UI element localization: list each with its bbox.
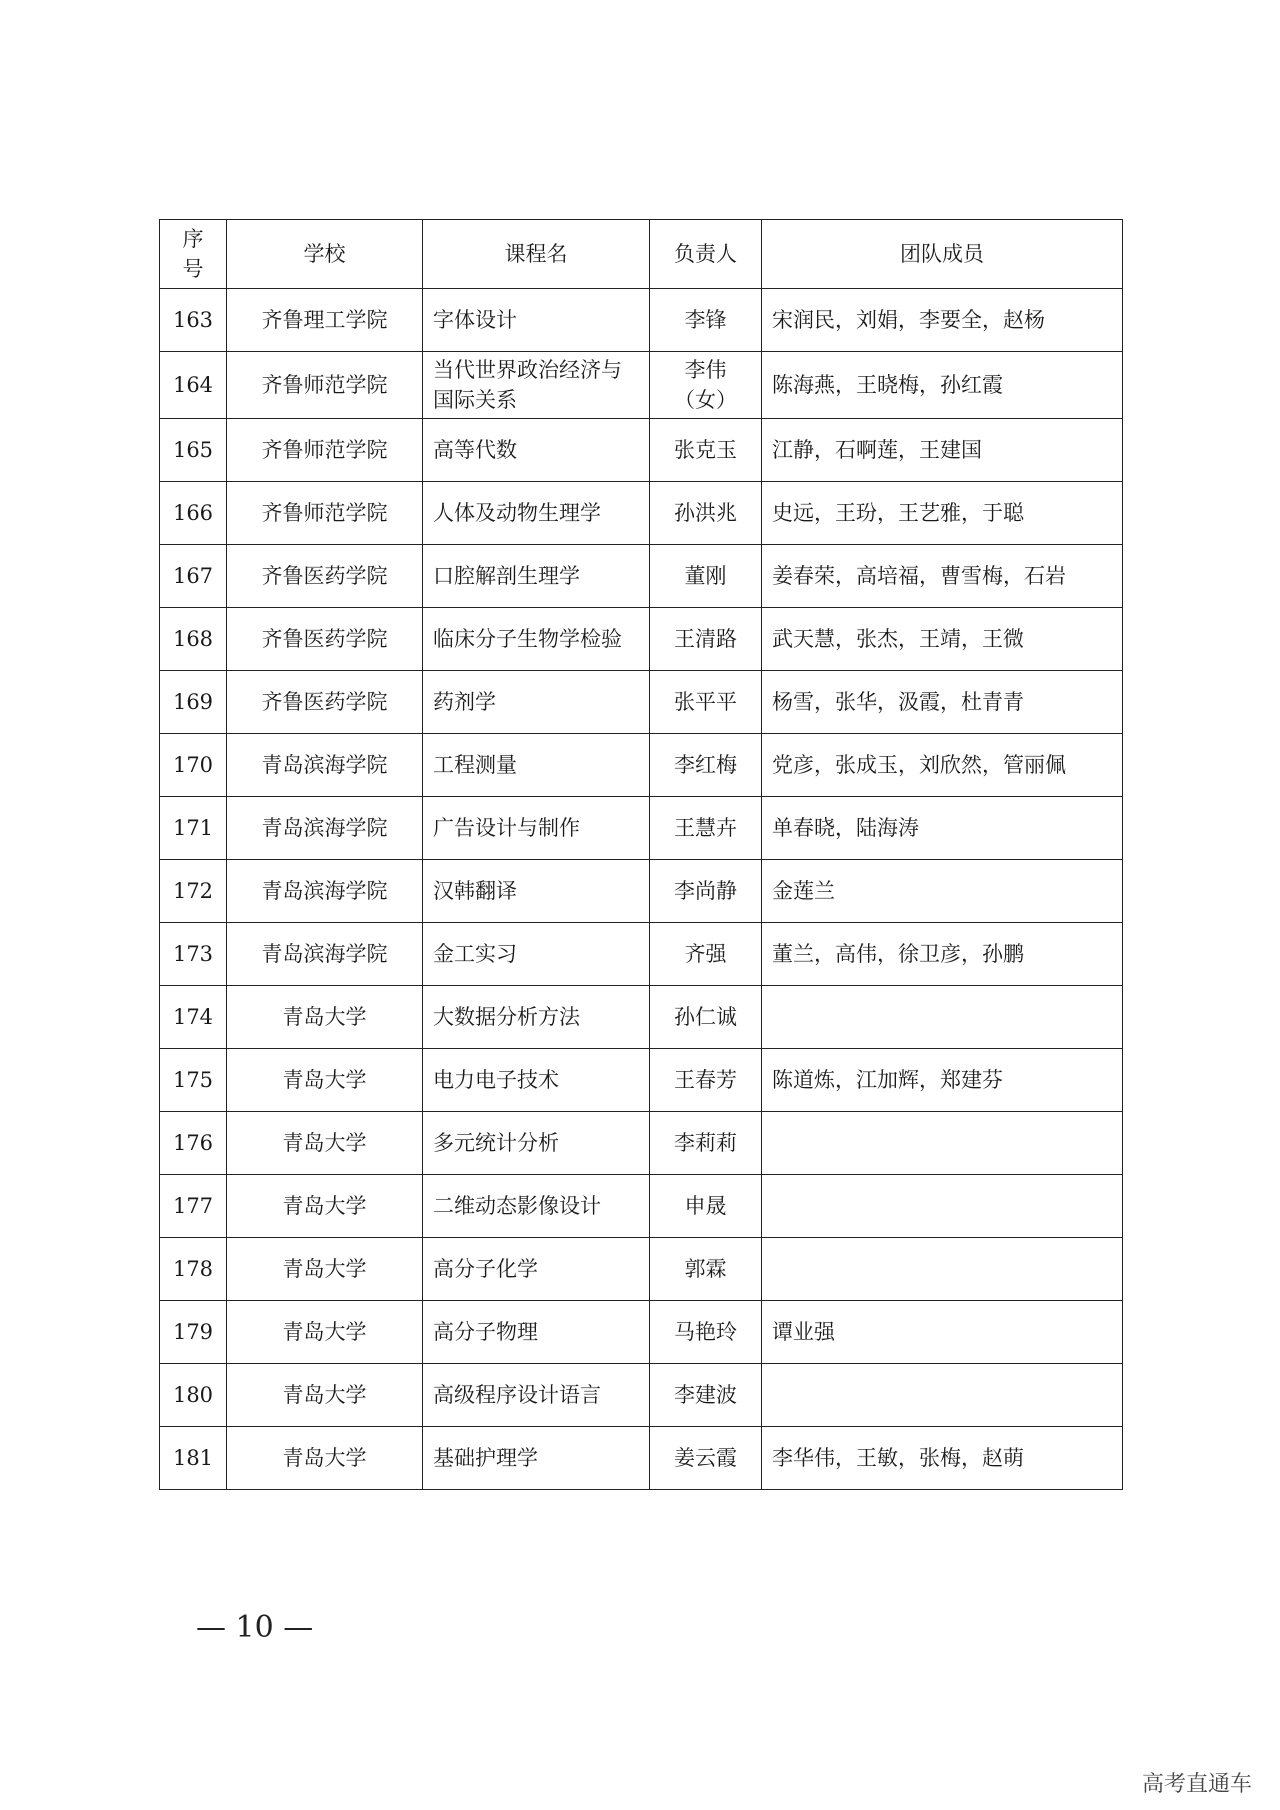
cell-school: 青岛大学 — [227, 1175, 423, 1238]
cell-school: 青岛大学 — [227, 1238, 423, 1301]
cell-school: 齐鲁师范学院 — [227, 482, 423, 545]
cell-no: 172 — [160, 860, 227, 923]
cell-course: 电力电子技术 — [423, 1049, 650, 1112]
cell-lead: 郭霖 — [650, 1238, 762, 1301]
cell-team: 武天慧，张杰，王靖，王微 — [762, 608, 1123, 671]
cell-school: 青岛滨海学院 — [227, 860, 423, 923]
cell-school: 齐鲁师范学院 — [227, 419, 423, 482]
cell-course: 临床分子生物学检验 — [423, 608, 650, 671]
table-row — [160, 734, 1123, 797]
cell-school: 青岛大学 — [227, 1364, 423, 1427]
cell-team: 董兰，高伟，徐卫彦，孙鹏 — [762, 923, 1123, 986]
cell-school: 青岛滨海学院 — [227, 923, 423, 986]
cell-no: 169 — [160, 671, 227, 734]
cell-school: 青岛滨海学院 — [227, 797, 423, 860]
cell-course: 金工实习 — [423, 923, 650, 986]
cell-team — [762, 1175, 1123, 1238]
cell-lead: 王春芳 — [650, 1049, 762, 1112]
cell-no: 180 — [160, 1364, 227, 1427]
table-row — [160, 419, 1123, 482]
table-row — [160, 860, 1123, 923]
cell-team: 江静，石啊莲，王建国 — [762, 419, 1123, 482]
table-row — [160, 289, 1123, 352]
cell-course: 人体及动物生理学 — [423, 482, 650, 545]
table-row — [160, 671, 1123, 734]
table-row — [160, 1427, 1123, 1490]
cell-no: 174 — [160, 986, 227, 1049]
cell-lead: 马艳玲 — [650, 1301, 762, 1364]
cell-lead: 李莉莉 — [650, 1112, 762, 1175]
table-row — [160, 482, 1123, 545]
cell-no: 164 — [160, 352, 227, 419]
cell-no: 163 — [160, 289, 227, 352]
cell-lead: 姜云霞 — [650, 1427, 762, 1490]
cell-course: 口腔解剖生理学 — [423, 545, 650, 608]
cell-course: 高分子物理 — [423, 1301, 650, 1364]
cell-course: 大数据分析方法 — [423, 986, 650, 1049]
cell-no: 179 — [160, 1301, 227, 1364]
cell-team: 陈道炼，江加辉，郑建芬 — [762, 1049, 1123, 1112]
table-header-row — [160, 220, 1123, 289]
cell-lead: 王慧卉 — [650, 797, 762, 860]
table-row — [160, 1049, 1123, 1112]
cell-team — [762, 1112, 1123, 1175]
cell-team: 李华伟，王敏，张梅，赵萌 — [762, 1427, 1123, 1490]
cell-school: 青岛大学 — [227, 1301, 423, 1364]
cell-no: 165 — [160, 419, 227, 482]
cell-lead: 李锋 — [650, 289, 762, 352]
cell-lead: 孙洪兆 — [650, 482, 762, 545]
course-table-container — [159, 219, 1122, 1490]
cell-team — [762, 1238, 1123, 1301]
cell-lead: 李伟（女） — [650, 352, 762, 419]
cell-team: 党彦，张成玉，刘欣然，管丽佩 — [762, 734, 1123, 797]
cell-no: 177 — [160, 1175, 227, 1238]
cell-school: 青岛滨海学院 — [227, 734, 423, 797]
table-row — [160, 608, 1123, 671]
watermark-text: 高考直通车 — [1141, 1772, 1252, 1797]
table-row — [160, 1175, 1123, 1238]
cell-lead: 张平平 — [650, 671, 762, 734]
cell-no: 166 — [160, 482, 227, 545]
cell-no: 181 — [160, 1427, 227, 1490]
cell-lead: 王清路 — [650, 608, 762, 671]
page-number: — 10 — — [196, 1610, 314, 1645]
cell-lead: 李尚静 — [650, 860, 762, 923]
cell-school: 齐鲁医药学院 — [227, 608, 423, 671]
cell-lead: 张克玉 — [650, 419, 762, 482]
header-no — [160, 220, 227, 289]
cell-no: 171 — [160, 797, 227, 860]
cell-school: 青岛大学 — [227, 1427, 423, 1490]
cell-school: 青岛大学 — [227, 986, 423, 1049]
cell-course: 多元统计分析 — [423, 1112, 650, 1175]
cell-course: 广告设计与制作 — [423, 797, 650, 860]
table-body — [160, 289, 1123, 1490]
table-row — [160, 923, 1123, 986]
table-row — [160, 986, 1123, 1049]
cell-course: 高分子化学 — [423, 1238, 650, 1301]
cell-no: 170 — [160, 734, 227, 797]
cell-team: 陈海燕，王晓梅，孙红霞 — [762, 352, 1123, 419]
cell-course: 基础护理学 — [423, 1427, 650, 1490]
cell-course: 二维动态影像设计 — [423, 1175, 650, 1238]
cell-no: 178 — [160, 1238, 227, 1301]
cell-team: 史远，王玢，王艺雅，于聪 — [762, 482, 1123, 545]
cell-lead: 孙仁诚 — [650, 986, 762, 1049]
cell-team: 宋润民，刘娟，李要全，赵杨 — [762, 289, 1123, 352]
cell-school: 齐鲁师范学院 — [227, 352, 423, 419]
table-row — [160, 797, 1123, 860]
cell-course: 当代世界政治经济与国际关系 — [423, 352, 650, 419]
cell-team — [762, 1364, 1123, 1427]
cell-school: 青岛大学 — [227, 1049, 423, 1112]
table-row — [160, 352, 1123, 419]
header-school: 学校 — [227, 220, 423, 289]
cell-school: 齐鲁医药学院 — [227, 545, 423, 608]
header-no-line2: 号 — [182, 257, 204, 281]
cell-lead: 李建波 — [650, 1364, 762, 1427]
header-course: 课程名 — [423, 220, 650, 289]
cell-no: 175 — [160, 1049, 227, 1112]
cell-no: 167 — [160, 545, 227, 608]
cell-team: 单春晓，陆海涛 — [762, 797, 1123, 860]
cell-school: 齐鲁医药学院 — [227, 671, 423, 734]
cell-team: 谭业强 — [762, 1301, 1123, 1364]
cell-lead: 齐强 — [650, 923, 762, 986]
cell-no: 173 — [160, 923, 227, 986]
cell-school: 齐鲁理工学院 — [227, 289, 423, 352]
cell-course: 高等代数 — [423, 419, 650, 482]
cell-team: 姜春荣，高培福，曹雪梅，石岩 — [762, 545, 1123, 608]
cell-team: 金莲兰 — [762, 860, 1123, 923]
cell-no: 168 — [160, 608, 227, 671]
cell-course: 汉韩翻译 — [423, 860, 650, 923]
table-row — [160, 545, 1123, 608]
table-row — [160, 1301, 1123, 1364]
header-no-line1: 序 — [182, 227, 204, 251]
cell-course: 字体设计 — [423, 289, 650, 352]
cell-course: 工程测量 — [423, 734, 650, 797]
table-row — [160, 1238, 1123, 1301]
course-table — [159, 219, 1123, 1490]
header-lead: 负责人 — [650, 220, 762, 289]
table-row — [160, 1364, 1123, 1427]
cell-lead: 董刚 — [650, 545, 762, 608]
cell-no: 176 — [160, 1112, 227, 1175]
header-team: 团队成员 — [762, 220, 1123, 289]
table-row — [160, 1112, 1123, 1175]
cell-course: 药剂学 — [423, 671, 650, 734]
cell-lead: 申晟 — [650, 1175, 762, 1238]
cell-course: 高级程序设计语言 — [423, 1364, 650, 1427]
cell-lead: 李红梅 — [650, 734, 762, 797]
cell-team: 杨雪，张华，汲霞，杜青青 — [762, 671, 1123, 734]
cell-team — [762, 986, 1123, 1049]
cell-school: 青岛大学 — [227, 1112, 423, 1175]
